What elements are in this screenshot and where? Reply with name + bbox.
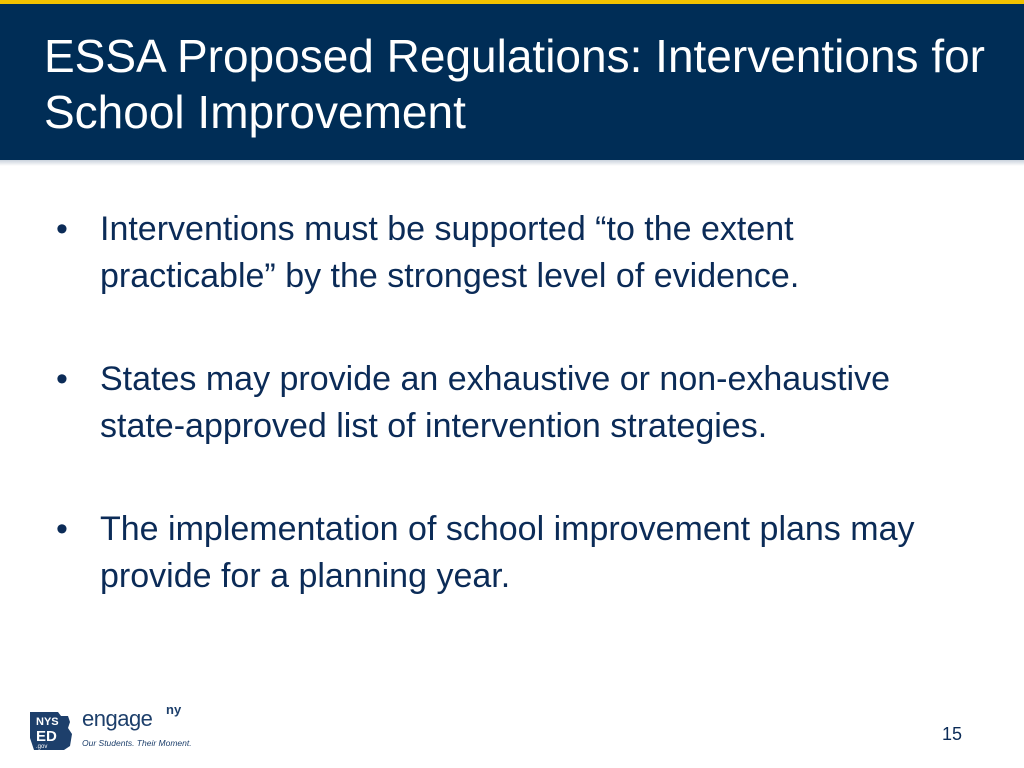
logo-nys-text: NYS: [36, 716, 59, 728]
nysed-logo-icon: [28, 708, 76, 752]
bullet-text: Interventions must be supported “to the extent practicable” by the strongest level of evidence.: [100, 210, 800, 295]
logo-tagline: Our Students. Their Moment.: [82, 738, 192, 748]
bullet-item: [56, 356, 956, 450]
logo-brand-text: engage: [82, 706, 153, 731]
page-number: 15: [941, 724, 962, 744]
bullet-item: [56, 506, 956, 600]
title-bar-shadow: [0, 160, 1024, 166]
title-bar: [0, 0, 1024, 160]
bullet-list: [56, 206, 956, 656]
bullet-marker: •: [56, 510, 68, 548]
slide-title: ESSA Proposed Regulations: Interventions for School Improvement: [44, 30, 986, 138]
bullet-text: The implementation of school improvement plans may provide for a planning year.: [100, 510, 915, 595]
logo-brand-superscript: ny: [166, 702, 182, 717]
bullet-item: [56, 206, 956, 300]
logo-gov-text: .gov: [36, 744, 48, 750]
bullet-marker: •: [56, 360, 68, 398]
bullet-text: States may provide an exhaustive or non-exhaustive state-approved list of intervention strategies.: [100, 360, 891, 445]
logo-ed-text: ED: [36, 728, 57, 745]
engageny-logo: [28, 702, 198, 754]
bullet-marker: •: [56, 210, 68, 248]
